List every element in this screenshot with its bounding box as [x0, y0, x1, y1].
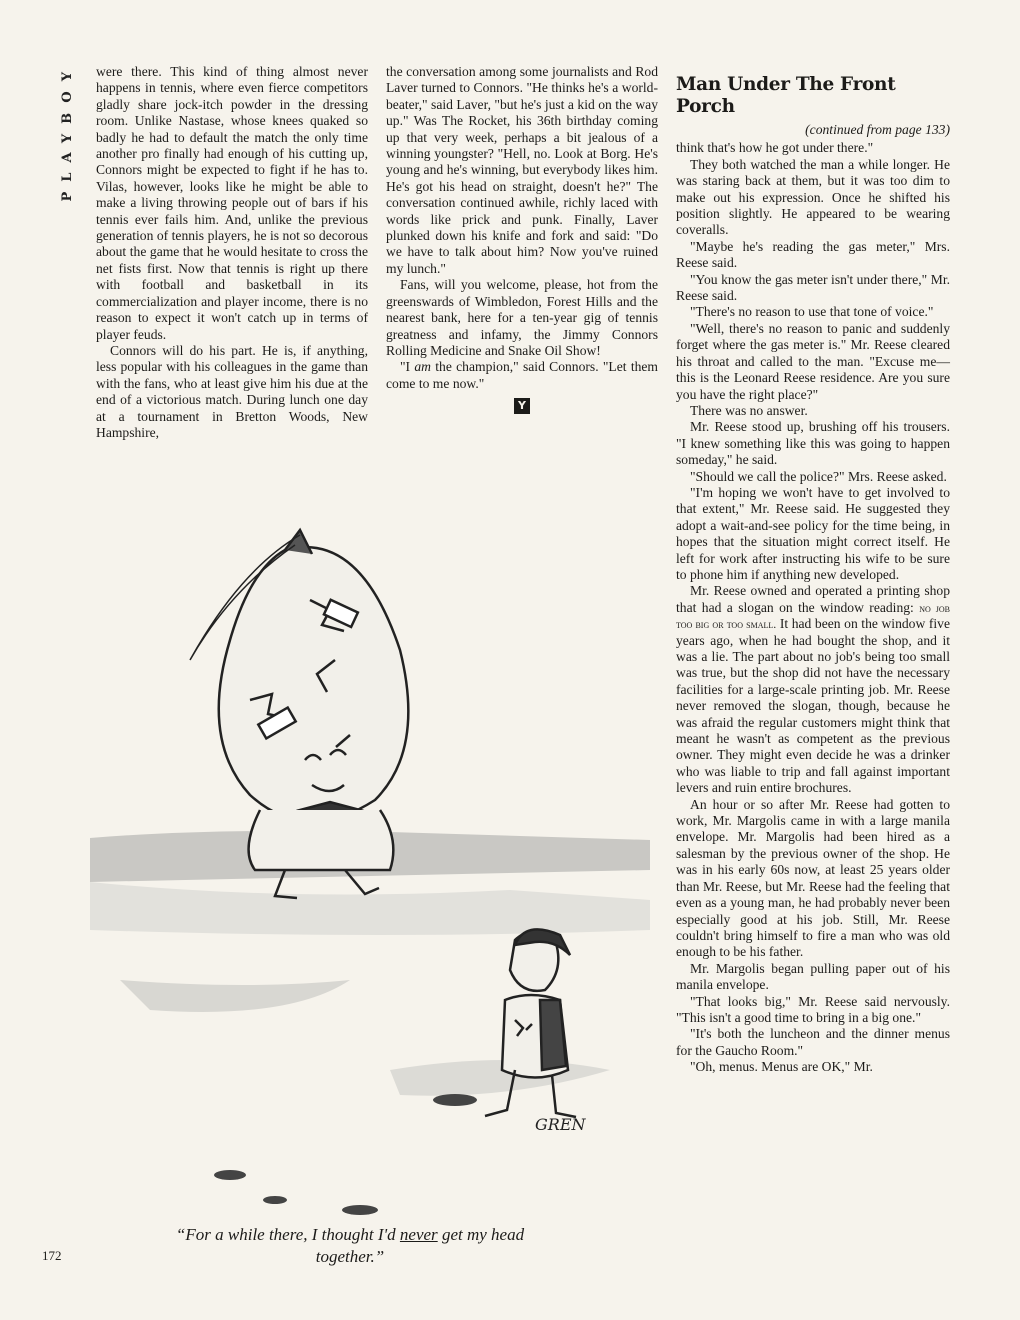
- paragraph: think that's how he got under there.": [676, 140, 874, 156]
- paragraph: An hour or so after Mr. Reese had gotten to work, Mr. Margolis came in with a large manila envelope. Mr. Margolis had been hired as a salesman by the previous owner of the shop. He was in his early 60s now, at least 25 years older than Mr. Reese, but Mr. Reese had the feeling that even as a young man, he had probably never been especially good at his job. Still, Mr. Reese couldn't bring himself to fire a man who was old enough to be his father.: [676, 796, 950, 960]
- cartoon-caption: [150, 1224, 550, 1268]
- paragraph: Mr. Margolis began pulling paper out of his manila envelope.: [676, 960, 950, 993]
- continued-note: (continued from page 133): [805, 122, 950, 137]
- cartoon-illustration: [90, 510, 670, 1220]
- paragraph: Mr. Reese stood up, brushing off his trousers. "I knew something like this was going to happen someday," he said.: [676, 419, 950, 468]
- paragraph: "There's no reason to use that tone of voice.": [690, 304, 934, 320]
- emphasis: am: [414, 359, 431, 375]
- magazine-running-title: PLAYBOY: [60, 62, 75, 202]
- text: the champion," said Connors. "Let them come to me now.": [386, 359, 658, 391]
- text: Mr. Reese owned and operated a printing shop that had a slogan on the window reading:: [676, 583, 950, 615]
- paragraph: "Should we call the police?" Mrs. Reese asked.: [690, 468, 947, 484]
- paragraph: "Oh, menus. Menus are OK," Mr.: [690, 1059, 873, 1075]
- text: get my head together.”: [315, 1225, 525, 1266]
- paragraph: "That looks big," Mr. Reese said nervously. "This isn't a good time to bring in a big one.": [676, 993, 950, 1025]
- text: "I: [400, 359, 415, 375]
- paragraph: "It's both the luncheon and the dinner menus for the Gaucho Room.": [676, 1026, 950, 1058]
- article-column-1: [96, 64, 368, 441]
- closing-paragraph: [386, 359, 658, 392]
- paragraph: They both watched the man a while longer. He was staring back at them, but it was too dim to make out his expression. Once he shifted his position slightly. He appeared to be wearing coveralls.: [676, 156, 950, 238]
- underlined-word: never: [399, 1225, 438, 1244]
- story-column: [676, 74, 950, 1076]
- paragraph: "Well, there's no reason to panic and suddenly forget where the gas meter is." Mr. Reese cleared his throat and called to the man. "Excuse me—this is the Leonard Reese residence. Are you sure you have the right place?": [676, 320, 950, 402]
- artist-signature: GREN: [535, 1115, 586, 1134]
- paragraph: "Maybe he's reading the gas meter," Mrs. Reese said.: [676, 238, 950, 271]
- text: “For a while there, I thought I'd: [175, 1225, 400, 1244]
- rabbit-end-mark-icon: Y: [514, 398, 530, 414]
- paragraph: "You know the gas meter isn't under there," Mr. Reese said.: [676, 271, 950, 304]
- article-column-2: [386, 64, 658, 414]
- paragraph: "I'm hoping we won't have to get involved to that extent," Mr. Reese said. He suggested they adopt a wait-and-see policy for the time being, in hopes that the situation might correct itself. He left for work after instructing his wife to be sure to phone him if anything new developed.: [676, 484, 950, 582]
- ground-stones: [214, 1094, 477, 1215]
- page-number: 172: [42, 1248, 62, 1263]
- paragraph: were there. This kind of thing almost never happens in tennis, where even fierce competitors gladly share jock-itch powder in the dressing room. Unlike Nastase, whose knees quaked so badly he had to default the match the only time another pro finally had enough of his cutting up, Connors might be expected to fight if he has to. Vilas, however, looks like he might be able to make a living throwing people out of bars if his tennis ever fails him. And, unlike the previous generation of tennis players, he is not so decorous about the game that he would hesitate to cross the net fists first. Now that tennis is right up there with football and basketball in its commercialization and player income, there is no reason to expect it won't catch up in terms of player feuds.: [96, 64, 368, 342]
- paragraph: [676, 583, 950, 796]
- paragraph: the conversation among some journalists and Rod Laver turned to Connors. "He thinks he's a world-beater," said Laver, "but he's just a kid on the way up." Was The Rocket, his 36th birthday coming up that very week, perhaps a bit jealous of a winning youngster? "Hell, no. Look at Borg. He's young and he's winning, but everybody likes him. He's got his head on straight, doesn't he?" The conversation continued awhile, richly laced with words like prick and punk. Finally, Laver plunked down his knife and fork and said: "Do we have to talk about him? Now you've ruined my lunch.": [386, 64, 658, 276]
- paragraph: There was no answer.: [690, 402, 808, 418]
- paragraph: Connors will do his part. He is, if anything, less popular with his colleagues in the game than with the fans, who at least give him his due at the end of a victorious match. During lunch one day at a tournament in Bretton Woods, New Hampshire,: [96, 342, 368, 440]
- text: It had been on the window five years ago, when he had bought the shop, and it was a lie. The part about no job's being too small was true, but the shop did not have the necessary facilities for a large-scale printing job. Mr. Reese never removed the slogan, though, because he was afraid the regular customers might think that meant he wasn't as competent as the previous owner. They might even decide he was a drinker who was liable to trip and fall against important levers and ruin entire brochures.: [676, 616, 950, 796]
- shop-slogan: no job too big or too small.: [676, 600, 951, 632]
- paragraph: Fans, will you welcome, please, hot from the greenswards of Wimbledon, Forest Hills and the nearest bank, here for a ten-year gig of tennis greatness and infamy, the Jimmy Connors Rolling Medicine and Snake Oil Show!: [386, 277, 658, 358]
- story-headline: Man Under The Front Porch: [676, 74, 896, 117]
